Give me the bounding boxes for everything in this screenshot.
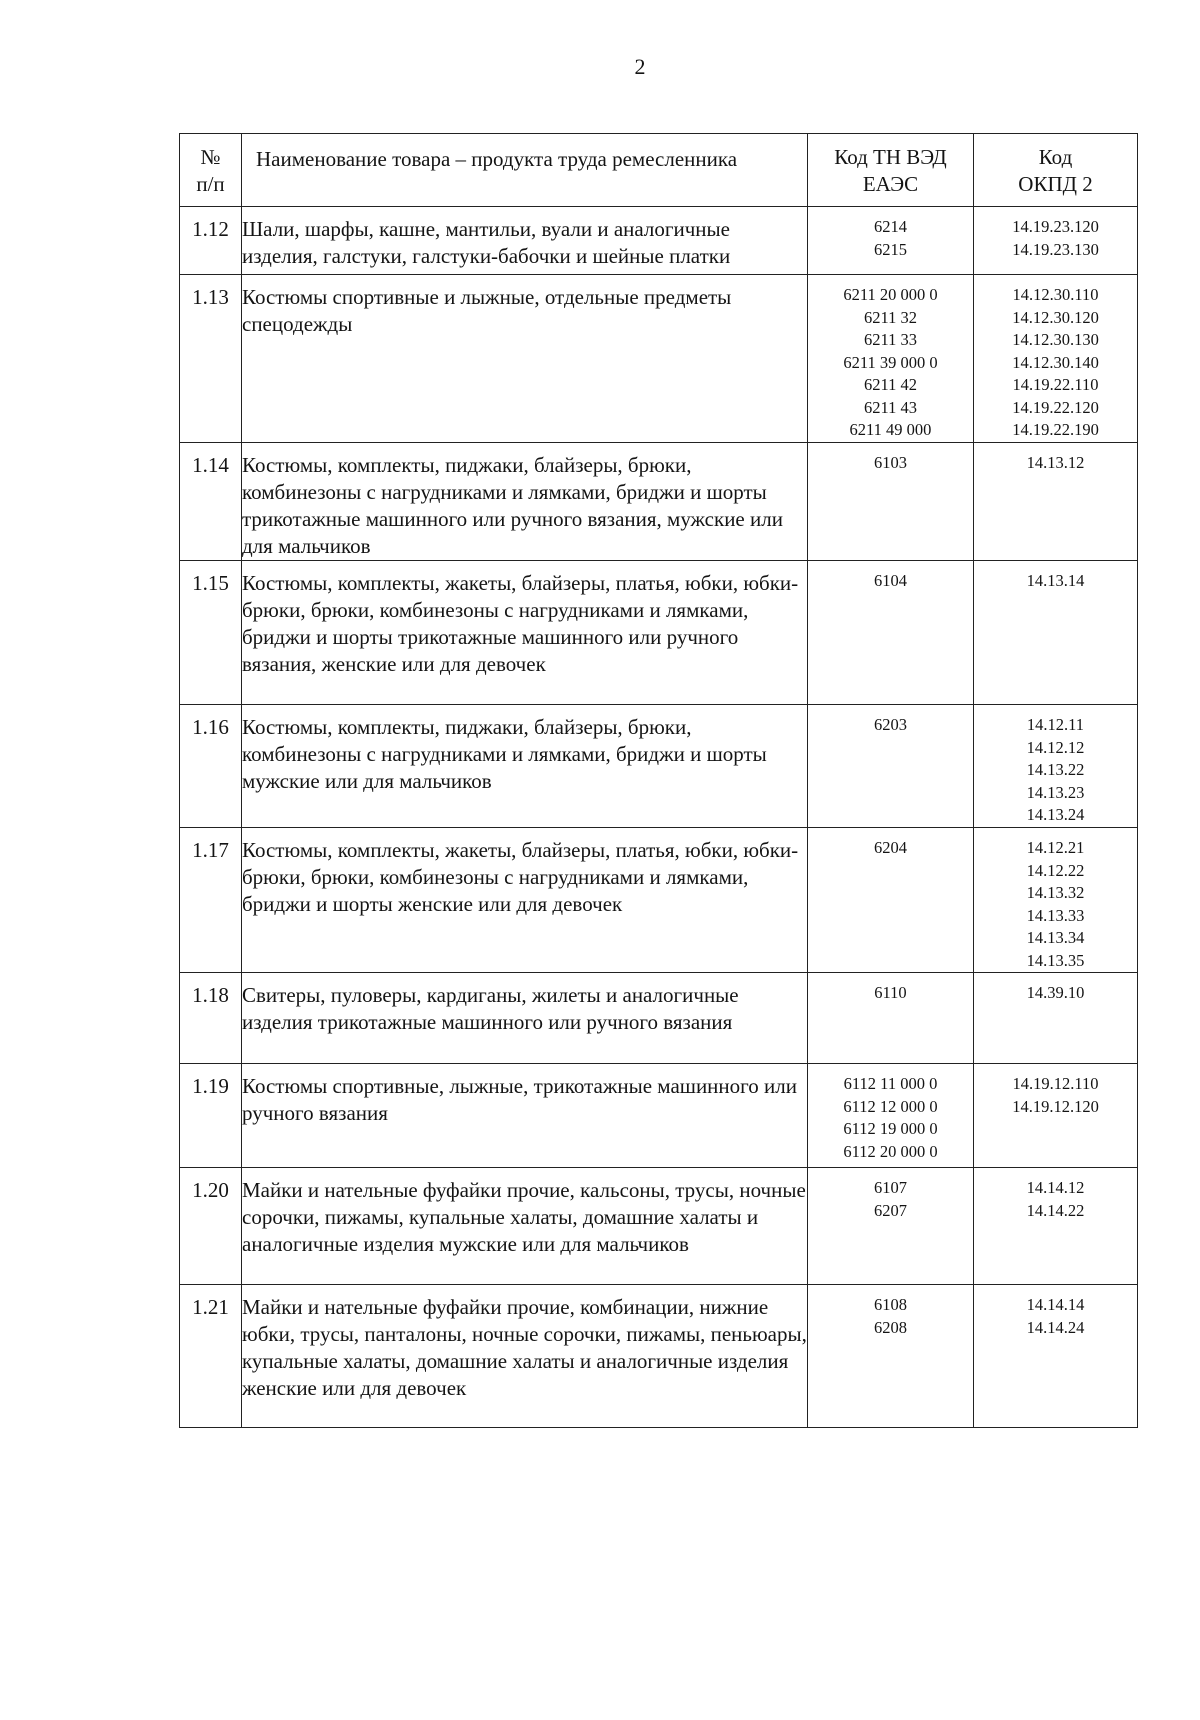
okpd-code: 14.13.33 — [1026, 905, 1085, 925]
okpd-code: 14.19.22.190 — [1012, 420, 1099, 439]
table-body — [180, 207, 1138, 1428]
product-name: Костюмы, комплекты, жакеты, блайзеры, платья, юбки, юбки-брюки, брюки, комбинезоны с нагрудниками и лямками, бриджи и шорты женские или для девочек — [242, 828, 808, 973]
tn-ved-codes — [808, 705, 974, 828]
okpd-code: 14.12.30.110 — [1012, 285, 1099, 304]
tn-ved-code: 6112 12 000 0 — [843, 1096, 938, 1116]
product-name: Костюмы, комплекты, пиджаки, блайзеры, брюки, комбинезоны с нагрудниками и лямками, бриджи и шорты мужские или для мальчиков — [242, 705, 808, 828]
product-name: Шали, шарфы, кашне, мантильи, вуали и аналогичные изделия, галстуки, галстуки-бабочки и шейные платки — [242, 207, 808, 275]
okpd-code: 14.19.12.110 — [1012, 1074, 1099, 1093]
tn-ved-code: 6112 11 000 0 — [843, 1074, 938, 1093]
product-name: Костюмы, комплекты, жакеты, блайзеры, платья, юбки, юбки-брюки, брюки, комбинезоны с нагрудниками и лямками, бриджи и шорты трикотажные машинного или ручного вязания, женские или для девочек — [242, 561, 808, 705]
header-code — [808, 134, 974, 207]
okpd-code: 14.13.32 — [1026, 883, 1085, 902]
tn-ved-code: 6103 — [874, 453, 907, 472]
table-row — [180, 828, 1138, 973]
tn-ved-code: 6110 — [874, 983, 907, 1002]
tn-ved-code: 6112 20 000 0 — [843, 1141, 938, 1161]
header-name: Наименование товара – продукта труда ремесленника — [242, 134, 808, 207]
okpd-code: 14.12.21 — [1026, 838, 1085, 857]
row-number: 1.20 — [180, 1168, 242, 1285]
header-num — [180, 134, 242, 207]
tn-ved-code: 6104 — [874, 571, 907, 590]
tn-ved-code: 6211 43 — [863, 397, 917, 417]
tn-ved-codes — [808, 275, 974, 443]
okpd-code: 14.13.35 — [1026, 950, 1085, 970]
tn-ved-codes — [808, 973, 974, 1064]
tn-ved-code: 6211 32 — [863, 307, 917, 327]
row-number: 1.19 — [180, 1064, 242, 1168]
row-number: 1.13 — [180, 275, 242, 443]
product-name: Майки и нательные фуфайки прочие, кальсоны, трусы, ночные сорочки, пижамы, купальные халаты, домашние халаты и аналогичные изделия мужские или для мальчиков — [242, 1168, 808, 1285]
okpd-codes — [974, 973, 1138, 1064]
header-okpd-line: Код — [1038, 145, 1073, 169]
tn-ved-code: 6215 — [874, 239, 907, 259]
table-row — [180, 1168, 1138, 1285]
row-number: 1.18 — [180, 973, 242, 1064]
table-row — [180, 275, 1138, 443]
tn-ved-codes — [808, 1285, 974, 1428]
table-row — [180, 207, 1138, 275]
header-okpd-line: ОКПД 2 — [1018, 172, 1093, 196]
tn-ved-codes — [808, 207, 974, 275]
tn-ved-code: 6211 49 000 — [849, 420, 932, 439]
table-row — [180, 443, 1138, 561]
tn-ved-codes — [808, 1168, 974, 1285]
okpd-code: 14.39.10 — [1026, 983, 1085, 1002]
header-code-line: Код ТН ВЭД — [834, 145, 947, 169]
tn-ved-code: 6211 33 — [863, 330, 917, 349]
okpd-codes — [974, 705, 1138, 828]
tn-ved-code: 6211 42 — [863, 375, 917, 394]
okpd-code: 14.12.30.140 — [1012, 352, 1099, 372]
row-number: 1.16 — [180, 705, 242, 828]
okpd-code: 14.13.34 — [1026, 928, 1085, 947]
okpd-code: 14.19.23.130 — [1012, 239, 1099, 259]
okpd-codes — [974, 561, 1138, 705]
header-code-line: ЕАЭС — [862, 172, 919, 196]
table-header-row — [180, 134, 1138, 207]
table-row — [180, 973, 1138, 1064]
okpd-code: 14.13.14 — [1026, 571, 1085, 590]
product-name: Костюмы спортивные, лыжные, трикотажные машинного или ручного вязания — [242, 1064, 808, 1168]
header-okpd — [974, 134, 1138, 207]
okpd-codes — [974, 828, 1138, 973]
tn-ved-codes — [808, 561, 974, 705]
okpd-code: 14.12.30.120 — [1012, 307, 1099, 327]
okpd-code: 14.12.30.130 — [1012, 330, 1099, 349]
tn-ved-code: 6211 20 000 0 — [843, 285, 938, 304]
header-num-line: № — [200, 145, 221, 169]
table-row — [180, 1285, 1138, 1428]
header-num-line: п/п — [196, 172, 225, 196]
row-number: 1.17 — [180, 828, 242, 973]
okpd-code: 14.13.24 — [1026, 805, 1085, 824]
okpd-code: 14.12.12 — [1026, 737, 1085, 757]
okpd-code: 14.12.11 — [1026, 715, 1085, 734]
okpd-code: 14.14.12 — [1026, 1178, 1085, 1197]
product-name: Костюмы спортивные и лыжные, отдельные предметы спецодежды — [242, 275, 808, 443]
tn-ved-code: 6207 — [874, 1200, 907, 1220]
okpd-codes — [974, 1285, 1138, 1428]
tn-ved-codes — [808, 443, 974, 561]
okpd-codes — [974, 1168, 1138, 1285]
table-row — [180, 561, 1138, 705]
okpd-codes — [974, 443, 1138, 561]
page-number: 2 — [634, 54, 646, 79]
okpd-code: 14.19.22.120 — [1012, 397, 1099, 417]
row-number: 1.21 — [180, 1285, 242, 1428]
tn-ved-codes — [808, 828, 974, 973]
okpd-code: 14.13.23 — [1026, 782, 1085, 802]
okpd-code: 14.13.22 — [1026, 760, 1085, 779]
row-number: 1.14 — [180, 443, 242, 561]
okpd-codes — [974, 1064, 1138, 1168]
tn-ved-code: 6204 — [874, 838, 907, 857]
tn-ved-code: 6211 39 000 0 — [843, 352, 938, 372]
tn-ved-code: 6112 19 000 0 — [843, 1119, 938, 1138]
okpd-code: 14.13.12 — [1026, 453, 1085, 472]
table-row — [180, 1064, 1138, 1168]
tn-ved-codes — [808, 1064, 974, 1168]
okpd-codes — [974, 207, 1138, 275]
tn-ved-code: 6214 — [874, 217, 907, 236]
okpd-code: 14.19.22.110 — [1012, 375, 1099, 394]
okpd-code: 14.12.22 — [1026, 860, 1085, 880]
okpd-code: 14.19.23.120 — [1012, 217, 1099, 236]
tn-ved-code: 6108 — [874, 1295, 907, 1314]
tn-ved-code: 6208 — [874, 1317, 907, 1337]
okpd-code: 14.14.22 — [1026, 1200, 1085, 1220]
table-row — [180, 705, 1138, 828]
tn-ved-code: 6107 — [874, 1178, 907, 1197]
tn-ved-code: 6203 — [874, 715, 907, 734]
product-name: Костюмы, комплекты, пиджаки, блайзеры, брюки, комбинезоны с нагрудниками и лямками, бриджи и шорты трикотажные машинного или ручного вязания, мужские или для мальчиков — [242, 443, 808, 561]
goods-table — [179, 133, 1138, 1428]
product-name: Свитеры, пуловеры, кардиганы, жилеты и аналогичные изделия трикотажные машинного или ручного вязания — [242, 973, 808, 1064]
okpd-code: 14.14.14 — [1026, 1295, 1085, 1314]
okpd-code: 14.19.12.120 — [1012, 1096, 1099, 1116]
okpd-codes — [974, 275, 1138, 443]
okpd-code: 14.14.24 — [1026, 1317, 1085, 1337]
row-number: 1.12 — [180, 207, 242, 275]
product-name: Майки и нательные фуфайки прочие, комбинации, нижние юбки, трусы, панталоны, ночные сорочки, пижамы, пеньюары, купальные халаты, домашние халаты и аналогичные изделия женские или для девочек — [242, 1285, 808, 1428]
row-number: 1.15 — [180, 561, 242, 705]
